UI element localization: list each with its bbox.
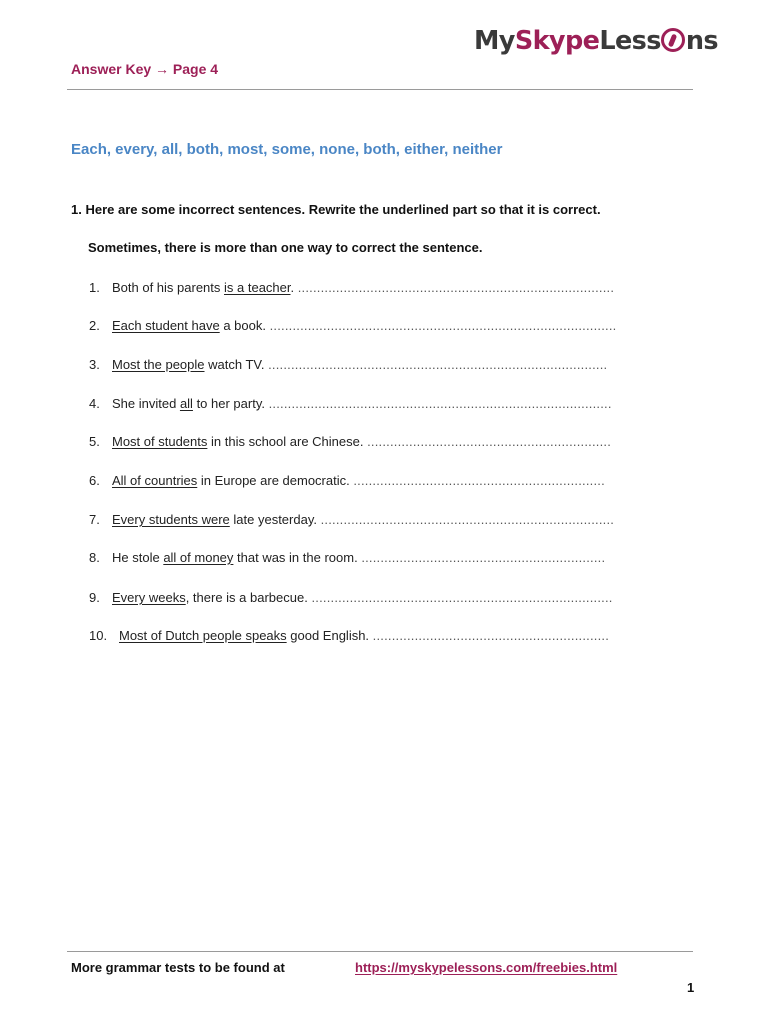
item-underlined: Most the people: [112, 357, 205, 372]
item-text: .: [290, 280, 298, 295]
answer-key-label: Answer Key → Page 4: [71, 61, 219, 77]
logo-skype: Skype: [514, 26, 600, 56]
worksheet-subtitle: Each, every, all, both, most, some, none, both, either, neither: [71, 141, 503, 158]
instruction-line-1: 1. Here are some incorrect sentences. Rewrite the underlined part so that it is correct.: [71, 202, 601, 217]
item-number: 8.: [89, 550, 100, 565]
item-text: good English.: [286, 628, 373, 643]
item-text: to her party.: [192, 396, 269, 411]
answer-line: ................................................................: [367, 434, 612, 449]
exercise-item-2: [89, 318, 633, 336]
item-text: She invited: [112, 396, 180, 411]
item-underlined: Every students were: [112, 512, 230, 527]
item-text: that was in the room.: [233, 550, 362, 565]
myskypelessons-logo: [474, 26, 718, 56]
footer-divider: [67, 951, 693, 952]
item-underlined: Each student have: [112, 318, 220, 333]
item-underlined: is a teacher: [224, 280, 291, 295]
page-number: 1: [687, 980, 695, 995]
answer-line: .............................................................................: [320, 512, 615, 527]
item-underlined: Every weeks: [112, 590, 186, 605]
answer-line: ...........................................................................................: [269, 318, 617, 333]
logo-less: Less: [599, 26, 661, 56]
item-number: 2.: [89, 318, 100, 333]
logo-my: My: [474, 26, 515, 56]
item-number: 1.: [89, 280, 100, 295]
answer-line: ...................................................................................: [297, 280, 615, 295]
answer-line: ..............................................................: [372, 628, 610, 643]
item-number: 3.: [89, 357, 100, 372]
logo-o-icon: [661, 28, 685, 52]
item-underlined: Most of students: [112, 434, 208, 449]
item-underlined: All of countries: [112, 473, 198, 488]
exercise-item-6: [89, 473, 633, 491]
answer-line: ..........................................................................................: [268, 396, 612, 411]
exercise-item-9: [89, 590, 633, 608]
footer-text: More grammar tests to be found at: [71, 960, 285, 975]
item-number: 7.: [89, 512, 100, 527]
item-text: Both of his parents: [112, 280, 225, 295]
answer-line: ................................................................: [361, 550, 606, 565]
item-number: 6.: [89, 473, 100, 488]
item-text: He stole: [112, 550, 164, 565]
exercise-item-5: [89, 434, 633, 452]
exercise-item-4: [89, 396, 633, 414]
exercise-item-7: [89, 512, 633, 530]
item-underlined: all: [179, 396, 193, 411]
item-underlined: Most of Dutch people speaks: [119, 628, 287, 643]
answer-line: .........................................................................................: [268, 357, 608, 372]
header-divider: [67, 89, 693, 90]
item-text: a book.: [219, 318, 270, 333]
item-text: late yesterday.: [229, 512, 321, 527]
exercise-item-8: [89, 550, 633, 568]
answer-line: ...............................................................................: [311, 590, 613, 605]
item-text: , there is a barbecue.: [185, 590, 312, 605]
item-number: 10.: [89, 628, 108, 643]
freebies-link[interactable]: https://myskypelessons.com/freebies.html: [355, 960, 618, 975]
exercise-item-3: [89, 357, 633, 375]
item-number: 4.: [89, 396, 100, 411]
item-number: 5.: [89, 434, 100, 449]
item-text: in Europe are democratic.: [197, 473, 354, 488]
item-underlined: all of money: [163, 550, 234, 565]
instruction-line-2: Sometimes, there is more than one way to correct the sentence.: [88, 240, 483, 255]
exercise-item-10: [89, 628, 633, 646]
item-text: in this school are Chinese.: [207, 434, 368, 449]
logo-ns: ns: [685, 26, 718, 56]
item-text: watch TV.: [204, 357, 269, 372]
item-number: 9.: [89, 590, 100, 605]
exercise-item-1: [89, 280, 633, 298]
answer-line: ..................................................................: [353, 473, 605, 488]
